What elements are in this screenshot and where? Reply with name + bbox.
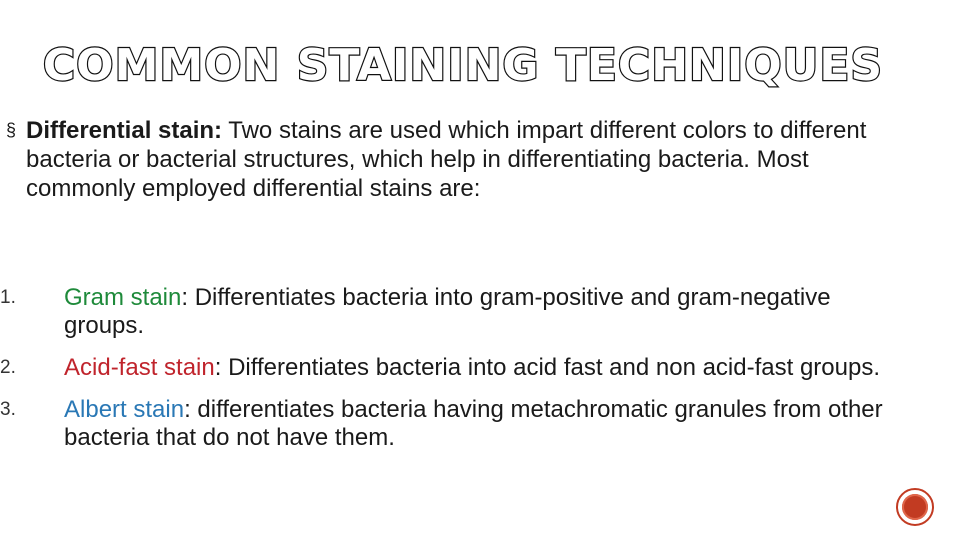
- list-number: 1.: [0, 287, 16, 308]
- gram-stain-term: Gram stain: [64, 284, 182, 311]
- list-number: 2.: [0, 357, 16, 378]
- acid-fast-stain-description: : Differentiates bacteria into acid fast and non acid-fast groups.: [214, 354, 881, 381]
- intro-text: [26, 116, 906, 203]
- albert-stain-description: : differentiates bacteria having metachromatic granules from other bacteria that do not have them.: [64, 396, 883, 451]
- list-item-text: [64, 396, 900, 452]
- intro-paragraph: [6, 116, 906, 203]
- list-number: 3.: [0, 399, 16, 420]
- albert-stain-term: Albert stain: [64, 396, 185, 423]
- badge-inner-circle: [902, 494, 928, 520]
- list-item: [0, 284, 900, 340]
- intro-body: Two stains are used which impart different colors to different bacteria or bacterial structures, which help in differentiating bacteria. Most commonly employed differential stains are:: [26, 117, 867, 202]
- list-item: [0, 396, 900, 452]
- intro-lead-term: Differential stain:: [26, 117, 223, 144]
- list-item-text: [64, 284, 900, 340]
- list-item: [0, 354, 900, 382]
- slide-number-badge-icon: [896, 488, 934, 526]
- square-bullet-icon: §: [6, 120, 17, 140]
- list-item-text: [64, 354, 900, 382]
- slide-title: COMMON STAINING TECHNIQUES: [42, 40, 884, 91]
- acid-fast-stain-term: Acid-fast stain: [64, 354, 215, 381]
- stain-list: [0, 284, 900, 466]
- gram-stain-description: : Differentiates bacteria into gram-positive and gram-negative groups.: [64, 284, 831, 339]
